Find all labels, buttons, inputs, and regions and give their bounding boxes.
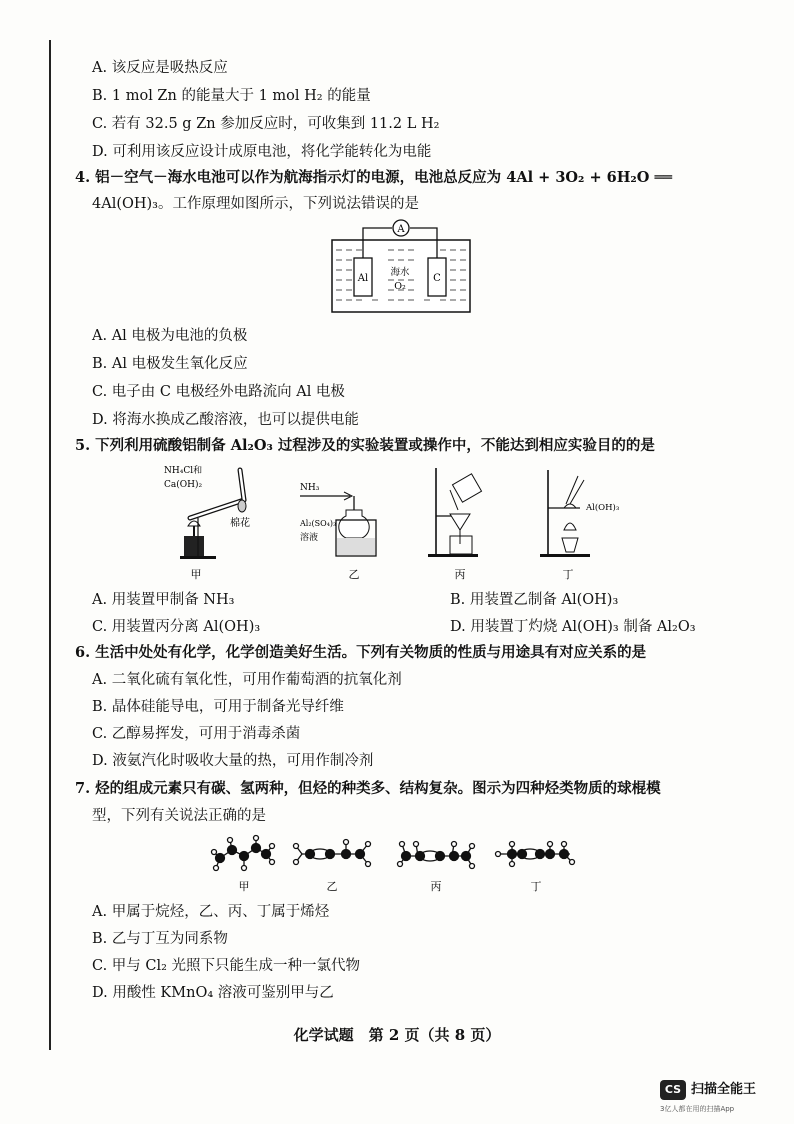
q6-option-a: A. 二氧化硫有氧化性，可用作葡萄酒的抗氧化剂 [92,672,402,688]
q7-ball-stick-figure [210,830,590,894]
q4-stem-line1: 4. 铝－空气－海水电池可以作为航海指示灯的电源，电池总反应为 4Al + 3O₂ + 6H₂O ══ [75,169,672,186]
q7-option-c: C. 甲与 Cl₂ 光照下只能生成一种一氯代物 [92,958,361,974]
q4-stem-line2: 4Al(OH)₃。工作原理如图所示，下列说法错误的是 [92,196,419,212]
jia-reagent-label-1: NH₄Cl和 [164,466,203,476]
q3-option-a: A. 该反应是吸热反应 [92,60,228,76]
q7-stem-line2: 型，下列有关说法正确的是 [92,808,266,824]
yi-solution-label-1: Al₂(SO₄)₃ [300,519,337,528]
q5-option-b: B. 用装置乙制备 Al(OH)₃ [450,592,619,608]
q3-option-b: B. 1 mol Zn 的能量大于 1 mol H₂ 的能量 [92,88,371,104]
apparatus-ding [540,470,619,581]
seawater-label: 海水 [390,267,410,278]
q4-battery-figure [328,218,474,316]
q7-option-b: B. 乙与丁互为同系物 [92,931,228,947]
q4-option-a: A. Al 电极为电池的负极 [92,328,248,344]
q6-option-b: B. 晶体硅能导电，可用于制备光导纤维 [92,699,344,715]
model-bing [398,842,475,869]
q7-option-a: A. 甲属于烷烃，乙、丙、丁属于烯烃 [92,904,330,920]
bing-label: 丙 [454,568,466,581]
oxygen-label: O₂ [394,281,406,292]
jia-cotton-label: 棉花 [230,518,250,529]
q4-option-b: B. Al 电极发生氧化反应 [92,356,248,372]
apparatus-jia [164,465,250,581]
apparatus-yi [299,483,376,581]
ammeter-label: A [397,224,405,235]
yi-solution-label-2: 溶液 [300,533,319,543]
scanner-watermark [660,1078,780,1118]
model-yi [294,840,371,867]
ding-product-label: Al(OH)₃ [586,503,620,513]
q6-option-d: D. 液氨汽化时吸收大量的热，可用作制冷剂 [92,753,374,769]
q5-apparatus-figure [150,460,650,584]
ding-label: 丁 [562,568,574,581]
q7-stem-line1: 7. 烃的组成元素只有碳、氢两种，但烃的种类多、结构复杂。图示为四种烃类物质的球棍模 [75,780,661,797]
q3-option-c: C. 若有 32.5 g Zn 参加反应时，可收集到 11.2 L H₂ [92,116,440,132]
model-ding-label: 丁 [530,880,542,893]
yi-label: 乙 [348,568,360,581]
q7-option-d: D. 用酸性 KMnO₄ 溶液可鉴别甲与乙 [92,985,334,1001]
model-jia [212,836,275,871]
scanner-app-name: 扫描全能王 [691,1082,757,1097]
scanner-logo-icon: CS [660,1080,686,1100]
scanner-tagline: 3亿人都在用的扫描App [660,1105,735,1113]
page-footer: 化学试题 第 2 页（共 8 页） [293,1026,501,1044]
q4-option-c: C. 电子由 C 电极经外电路流向 Al 电极 [92,384,345,400]
al-electrode-label: Al [357,273,369,284]
q4-option-d: D. 将海水换成乙酸溶液，也可以提供电能 [92,412,359,428]
model-bing-label: 丙 [430,880,442,893]
c-electrode-label: C [433,273,441,284]
jia-label: 甲 [190,568,202,581]
model-jia-label: 甲 [238,880,250,893]
margin-rule [49,40,51,1050]
q5-option-d: D. 用装置丁灼烧 Al(OH)₃ 制备 Al₂O₃ [450,619,696,635]
yi-gas-label: NH₃ [300,483,320,493]
q5-option-a: A. 用装置甲制备 NH₃ [92,592,235,608]
q5-option-c: C. 用装置丙分离 Al(OH)₃ [92,619,261,635]
jia-reagent-label-2: Ca(OH)₂ [164,480,203,490]
q6-stem: 6. 生活中处处有化学，化学创造美好生活。下列有关物质的性质与用途具有对应关系的是 [75,644,647,661]
apparatus-bing [428,468,482,581]
model-ding [496,842,575,867]
model-yi-label: 乙 [326,880,338,893]
q5-stem: 5. 下列利用硫酸铝制备 Al₂O₃ 过程涉及的实验装置或操作中，不能达到相应实验目的的是 [75,437,655,454]
q3-option-d: D. 可利用该反应设计成原电池，将化学能转化为电能 [92,144,432,160]
q6-option-c: C. 乙醇易挥发，可用于消毒杀菌 [92,726,301,742]
